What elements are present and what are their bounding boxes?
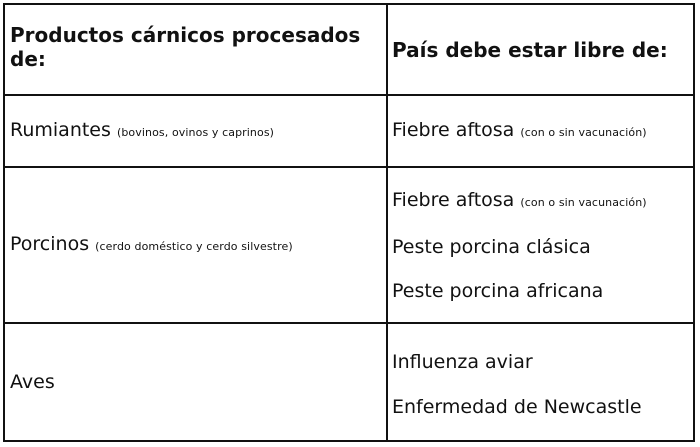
disease-item [392, 350, 693, 374]
disease-note: (con o sin vacunación) [520, 195, 647, 209]
disease-label: Fiebre aftosa [392, 118, 515, 141]
disease-label: Peste porcina clásica [392, 235, 591, 258]
product-label: Porcinos [10, 232, 90, 255]
product-cell-ruminants [5, 96, 388, 168]
product-label: Rumiantes [10, 118, 111, 141]
disease-cell-pigs [388, 168, 693, 324]
disease-item [392, 395, 693, 419]
disease-label: Influenza aviar [392, 350, 533, 373]
disease-item [392, 279, 693, 303]
header-cell-country [388, 5, 693, 96]
product-pigs [10, 232, 386, 259]
disease-list [392, 188, 693, 303]
disease-note: (con o sin vacunación) [520, 125, 647, 139]
product-ruminants [10, 118, 386, 145]
disease-cell-birds [388, 324, 693, 440]
product-note: (cerdo doméstico y cerdo silvestre) [95, 239, 293, 253]
disease-cell-ruminants [388, 96, 693, 168]
disease-list [392, 118, 693, 145]
disease-item [392, 235, 693, 259]
header-products-label: Productos cárnicos procesados de: [10, 22, 361, 71]
disease-list [392, 346, 693, 419]
product-cell-birds [5, 324, 388, 440]
product-birds [10, 370, 386, 394]
disease-label: Enfermedad de Newcastle [392, 395, 642, 418]
disease-item [392, 188, 693, 215]
requirements-table [3, 3, 695, 442]
header-country-label: País debe estar libre de: [392, 37, 668, 62]
header-cell-products [5, 5, 388, 96]
product-cell-pigs [5, 168, 388, 324]
product-label: Aves [10, 371, 55, 393]
disease-label: Fiebre aftosa [392, 188, 515, 211]
product-note: (bovinos, ovinos y caprinos) [116, 125, 275, 139]
disease-item [392, 118, 693, 145]
disease-label: Peste porcina africana [392, 279, 604, 302]
